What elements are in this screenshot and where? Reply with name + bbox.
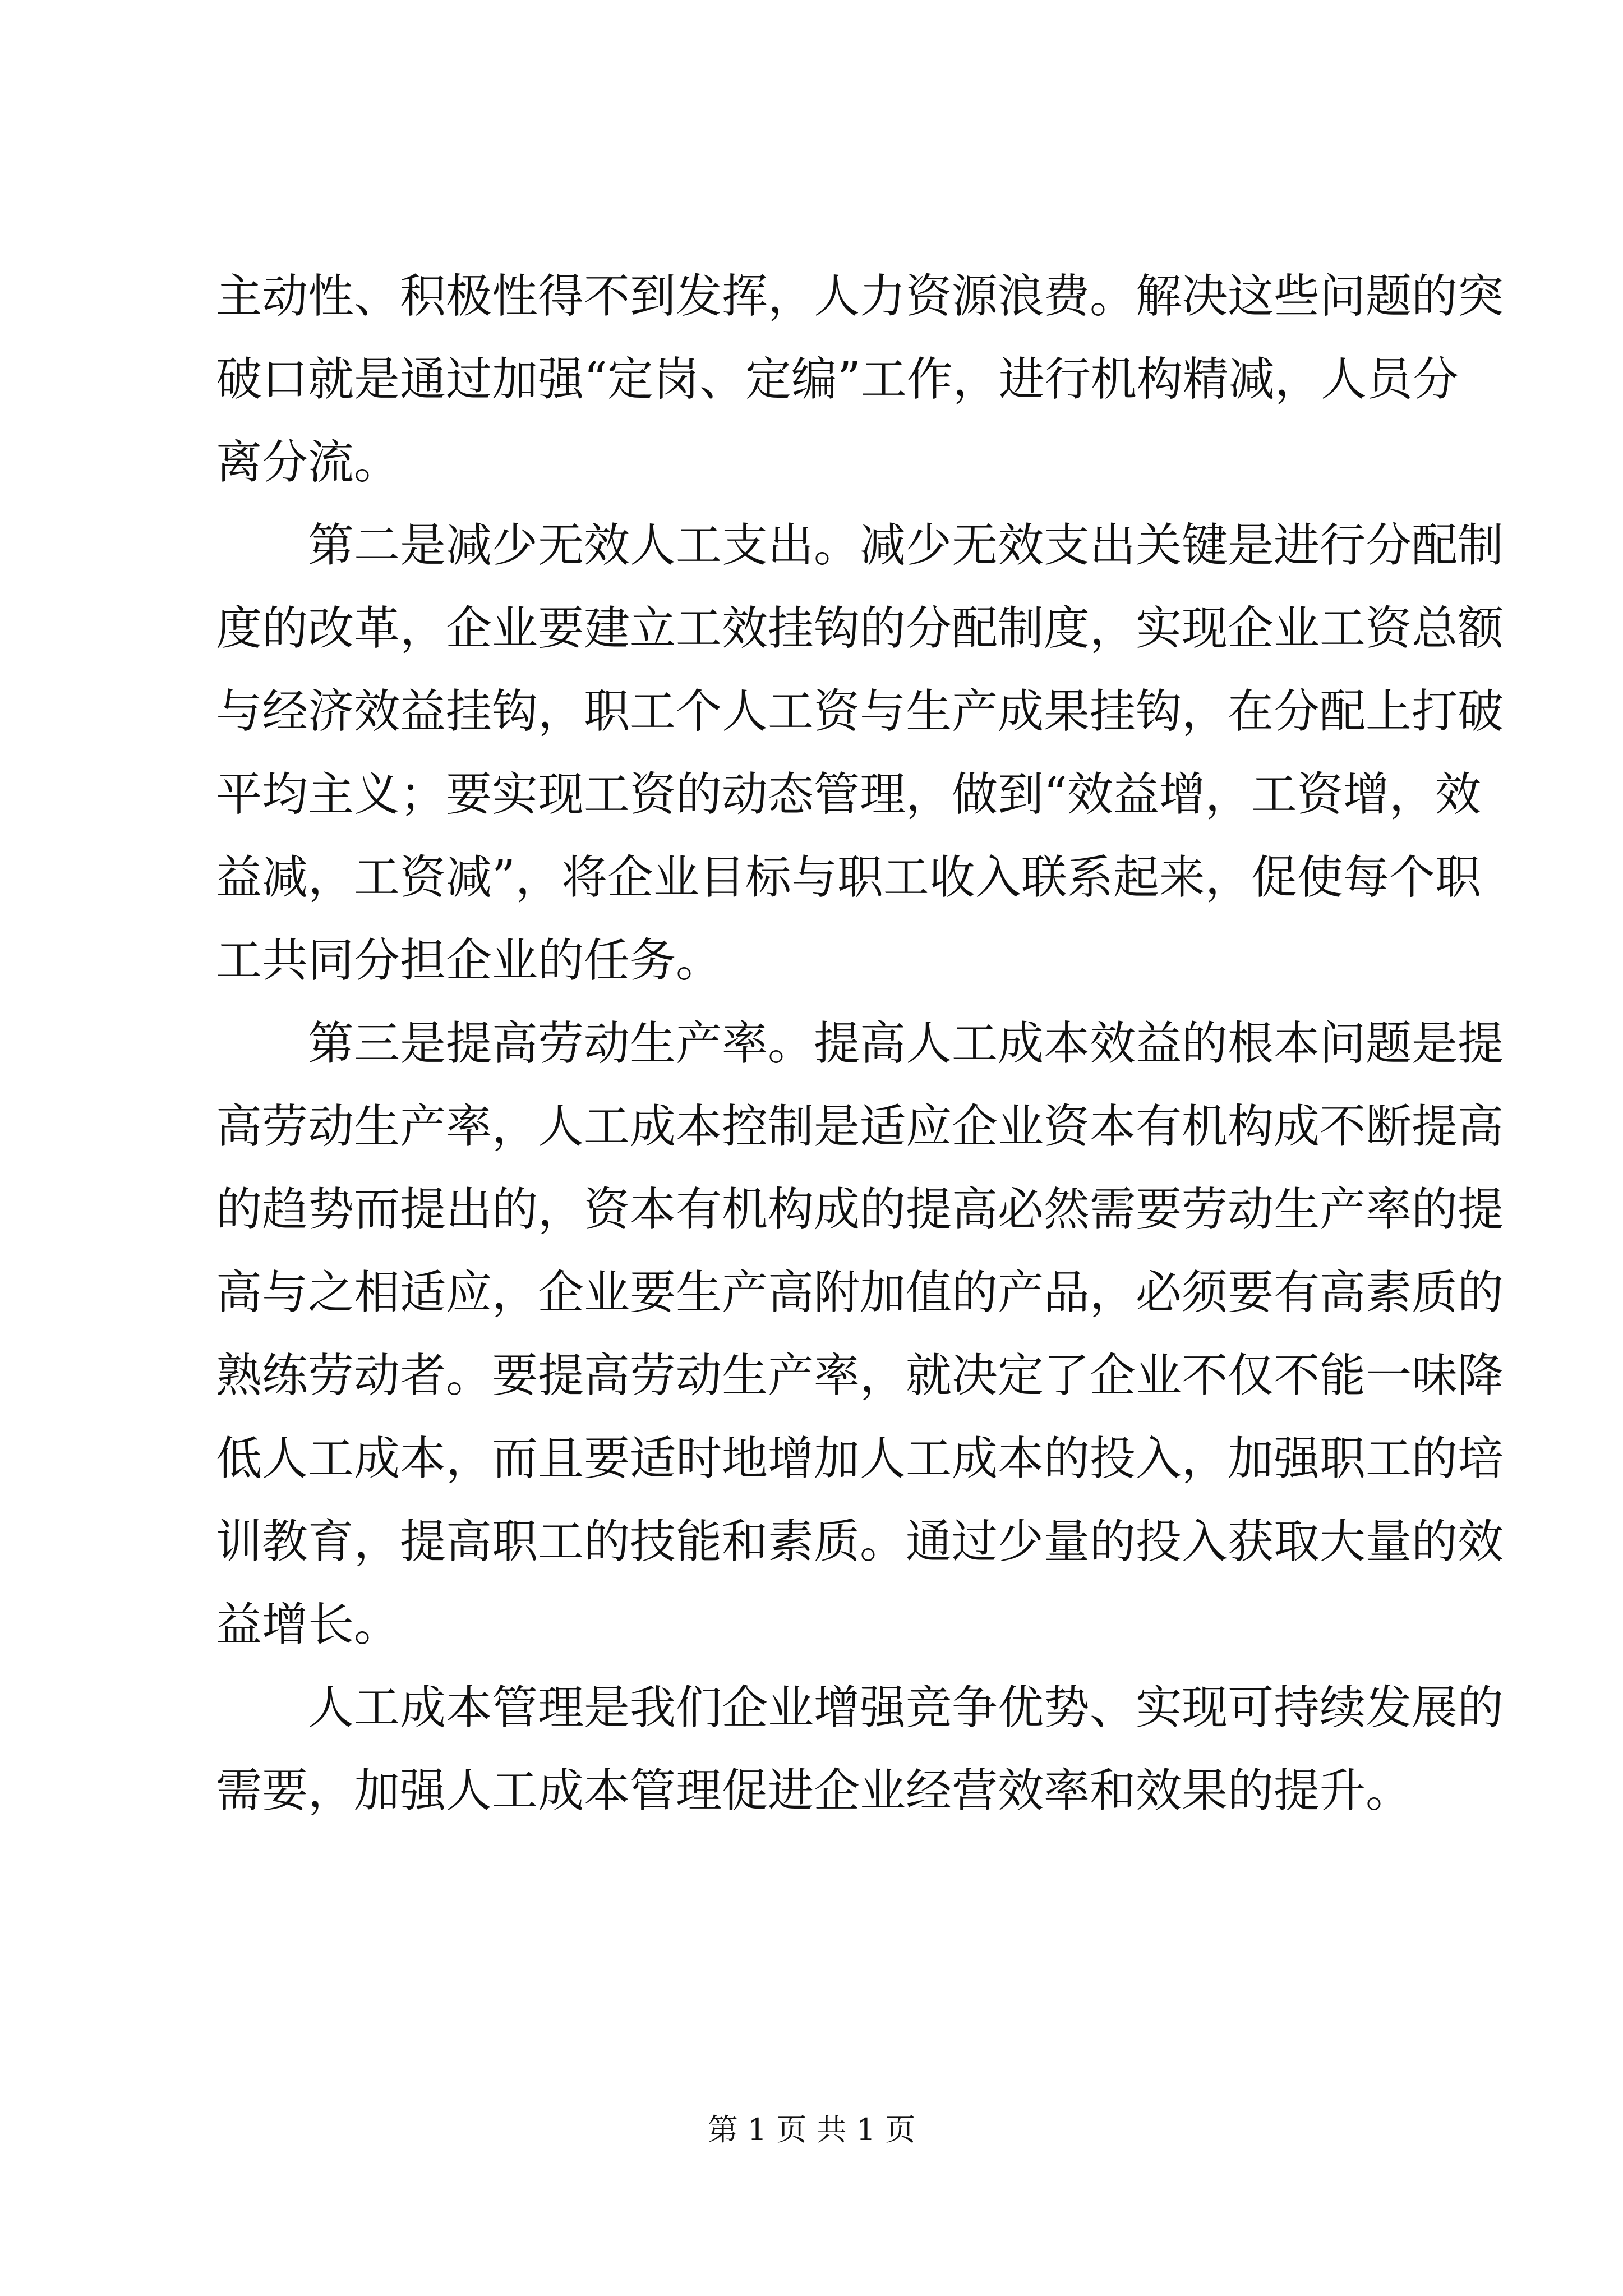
document-body: [216, 255, 1504, 1833]
text-line: 人工成本管理是我们企业增强竞争优势、实现可持续发展的: [308, 1681, 1504, 1734]
text-line: 平均主义；要实现工资的动态管理，做到“效益增，工资增，效: [216, 768, 1481, 821]
text-line: 训教育，提高职工的技能和素质。通过少量的投入获取大量的效: [216, 1515, 1504, 1568]
text-line: 破口就是通过加强“定岗、定编”工作，进行机构精减，人员分: [216, 353, 1459, 406]
text-line: 离分流。: [216, 436, 400, 489]
text-line: 第二是减少无效人工支出。减少无效支出关键是进行分配制: [308, 519, 1504, 572]
paragraph-2: [216, 504, 1504, 1002]
page-number: 第 1 页 共 1 页: [707, 2112, 916, 2147]
paragraph-3: [216, 1002, 1504, 1667]
page-footer: [0, 2110, 1623, 2150]
paragraph-1: [216, 255, 1504, 504]
text-line: 工共同分担企业的任务。: [216, 934, 722, 987]
text-line: 低人工成本，而且要适时地增加人工成本的投入，加强职工的培: [216, 1432, 1504, 1485]
text-line: 需要，加强人工成本管理促进企业经营效率和效果的提升。: [216, 1764, 1412, 1818]
text-line: 主动性、积极性得不到发挥，人力资源浪费。解决这些问题的突: [216, 270, 1504, 323]
text-line: 第三是提高劳动生产率。提高人工成本效益的根本问题是提: [308, 1017, 1504, 1070]
text-line: 熟练劳动者。要提高劳动生产率，就决定了企业不仅不能一味降: [216, 1349, 1504, 1402]
text-line: 高劳动生产率，人工成本控制是适应企业资本有机构成不断提高: [216, 1100, 1504, 1153]
paragraph-4: [216, 1667, 1504, 1833]
text-line: 益增长。: [216, 1598, 400, 1651]
text-line: 度的改革，企业要建立工效挂钩的分配制度，实现企业工资总额: [216, 602, 1504, 655]
text-line: 高与之相适应，企业要生产高附加值的产品，必须要有高素质的: [216, 1266, 1504, 1319]
text-line: 的趋势而提出的，资本有机构成的提高必然需要劳动生产率的提: [216, 1183, 1504, 1236]
text-line: 与经济效益挂钩，职工个人工资与生产成果挂钩，在分配上打破: [216, 685, 1504, 738]
text-line: 益减，工资减”，将企业目标与职工收入联系起来，促使每个职: [216, 851, 1481, 904]
